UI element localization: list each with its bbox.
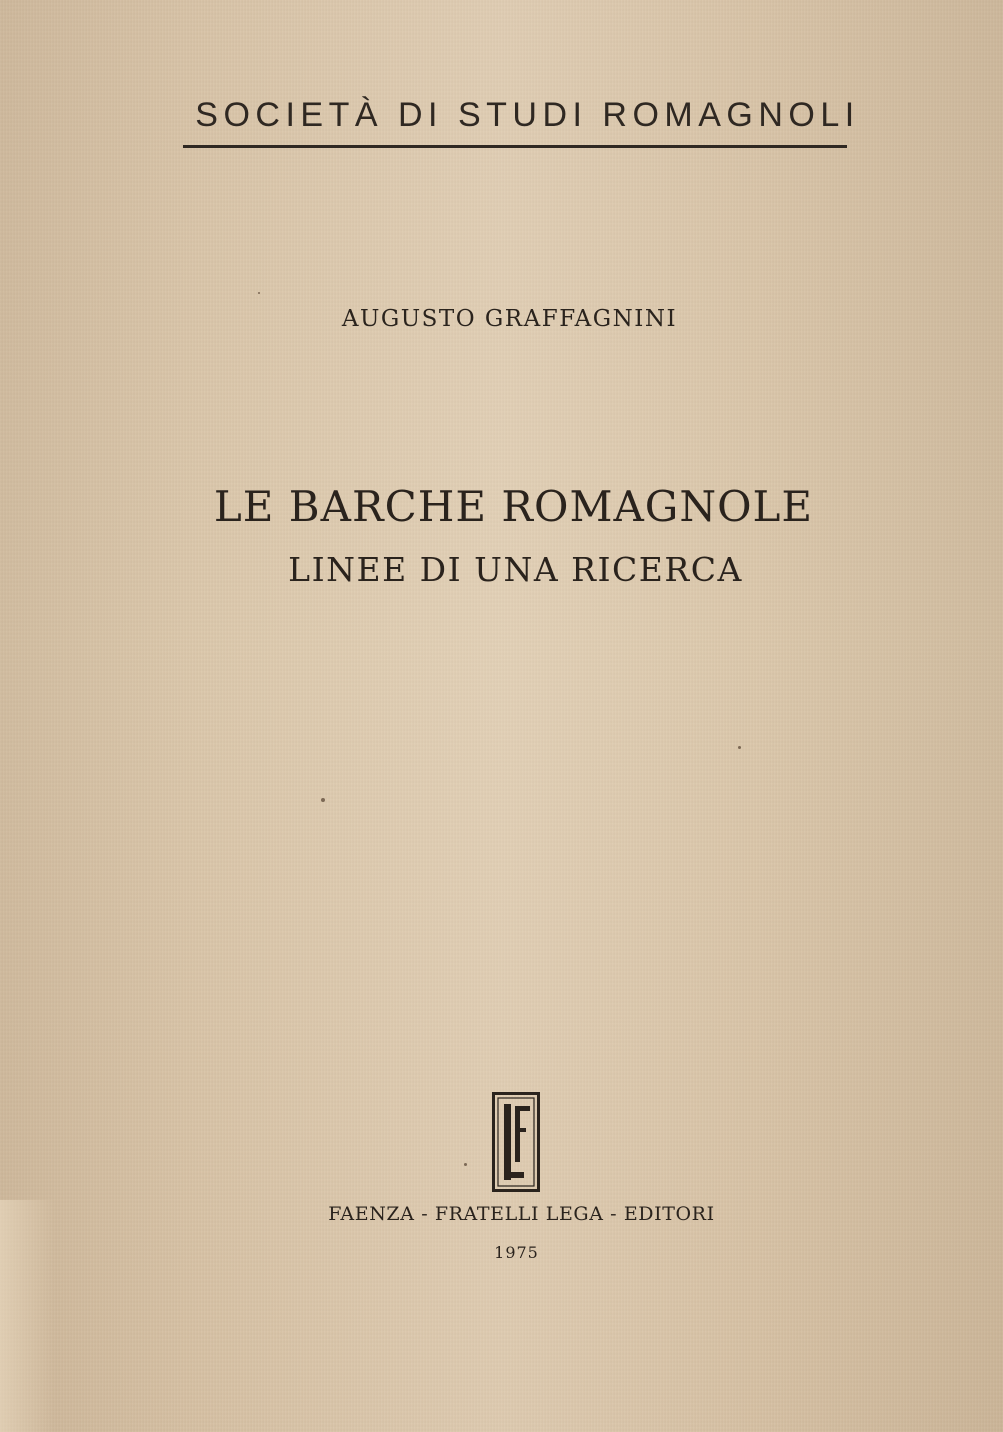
paper-speck bbox=[738, 746, 741, 749]
author-name: AUGUSTO GRAFFAGNINI bbox=[341, 306, 678, 332]
series-underline-rule bbox=[183, 145, 847, 148]
paper-speck bbox=[464, 1163, 467, 1166]
worn-edge bbox=[0, 1200, 55, 1432]
publisher-logo-icon bbox=[492, 1092, 540, 1192]
publisher-line: FAENZA - FRATELLI LEGA - EDITORI bbox=[328, 1203, 715, 1225]
paper-speck bbox=[321, 798, 325, 802]
paper-speck bbox=[258, 292, 260, 294]
book-title: LE BARCHE ROMAGNOLE bbox=[213, 482, 814, 531]
publication-year: 1975 bbox=[494, 1243, 539, 1262]
book-subtitle: LINEE DI UNA RICERCA bbox=[288, 550, 743, 589]
series-title: SOCIETÀ DI STUDI ROMAGNOLI bbox=[195, 96, 860, 134]
